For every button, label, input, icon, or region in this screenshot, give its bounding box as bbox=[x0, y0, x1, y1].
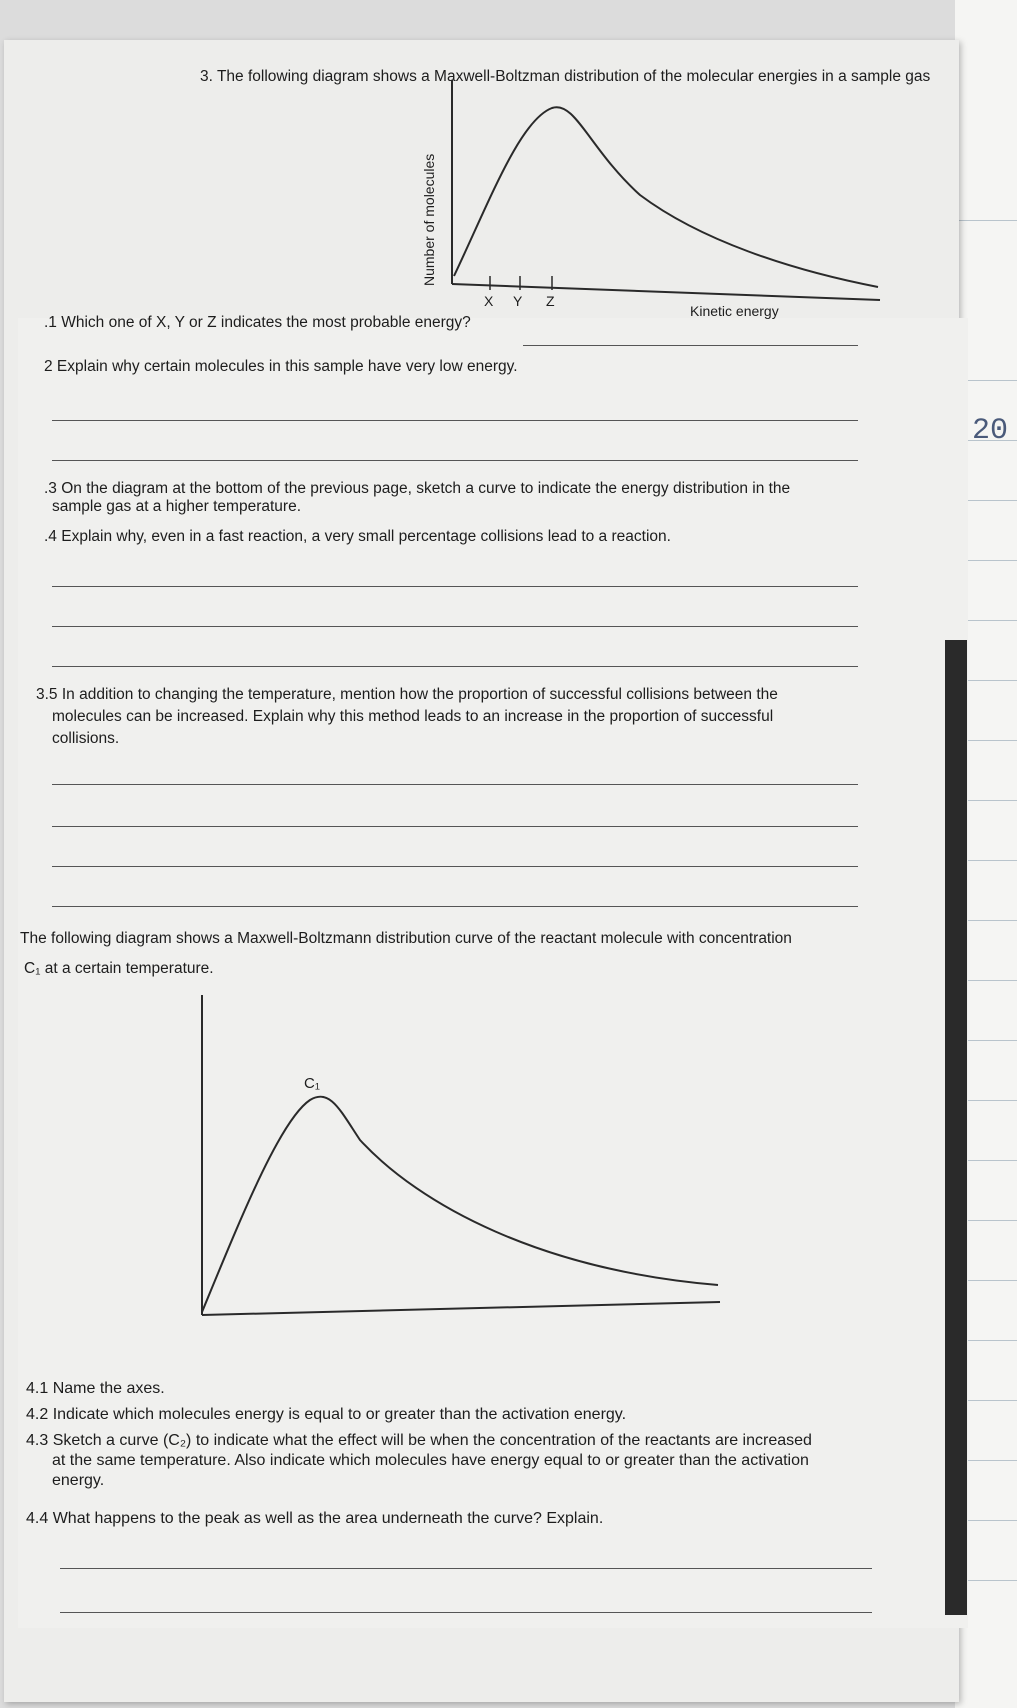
tick-label-z: Z bbox=[546, 293, 555, 309]
q4-intro-line2: C₁ at a certain temperature. bbox=[24, 960, 214, 977]
q3-5-line2: molecules can be increased. Explain why this method leads to an increase in the proportion of successful bbox=[52, 708, 774, 725]
q4-1: 4.1 Name the axes. bbox=[26, 1380, 165, 1397]
q3-4: .4 Explain why, even in a fast reaction, a very small percentage collisions lead to a reaction. bbox=[44, 528, 671, 545]
q3-1: .1 Which one of X, Y or Z indicates the most probable energy? bbox=[44, 314, 471, 331]
q3-2: 2 Explain why certain molecules in this sample have very low energy. bbox=[44, 358, 518, 375]
q3-intro: 3. The following diagram shows a Maxwell-Boltzman distribution of the molecular energies in a sample gas bbox=[200, 68, 931, 85]
q4-4: 4.4 What happens to the peak as well as the area underneath the curve? Explain. bbox=[26, 1510, 604, 1527]
answer-line[interactable] bbox=[60, 1612, 872, 1613]
q3-3-line1: .3 On the diagram at the bottom of the previous page, sketch a curve to indicate the energy distribution in the bbox=[44, 480, 791, 497]
c1-curve bbox=[202, 1097, 718, 1312]
q3-5-line3: collisions. bbox=[52, 730, 120, 747]
q3-5-line1: 3.5 In addition to changing the temperature, mention how the proportion of successful collisions between the bbox=[36, 686, 778, 703]
q3-3-line2: sample gas at a higher temperature. bbox=[52, 498, 301, 515]
margin-page-number: 20 bbox=[972, 414, 1009, 448]
top-y-axis-label: Number of molecules bbox=[421, 153, 437, 286]
q4-3-line1: 4.3 Sketch a curve (C₂) to indicate what the effect will be when the concentration of the reactants are increased bbox=[26, 1432, 812, 1449]
q4-2: 4.2 Indicate which molecules energy is equal to or greater than the activation energy. bbox=[26, 1406, 627, 1423]
c1-label: C₁ bbox=[304, 1075, 320, 1092]
tick-label-y: Y bbox=[513, 293, 523, 309]
bottom-x-axis bbox=[202, 1302, 720, 1315]
q4-3-line2: at the same temperature. Also indicate which molecules have energy equal to or greater than the activation bbox=[52, 1452, 809, 1469]
answer-line[interactable] bbox=[60, 1568, 872, 1569]
q4-intro-line1: The following diagram shows a Maxwell-Boltzmann distribution curve of the reactant molecule with concentration bbox=[20, 930, 792, 947]
top-x-axis-label: Kinetic energy bbox=[690, 303, 779, 319]
q4-3-line3: energy. bbox=[52, 1472, 105, 1489]
tick-label-x: X bbox=[484, 293, 494, 309]
